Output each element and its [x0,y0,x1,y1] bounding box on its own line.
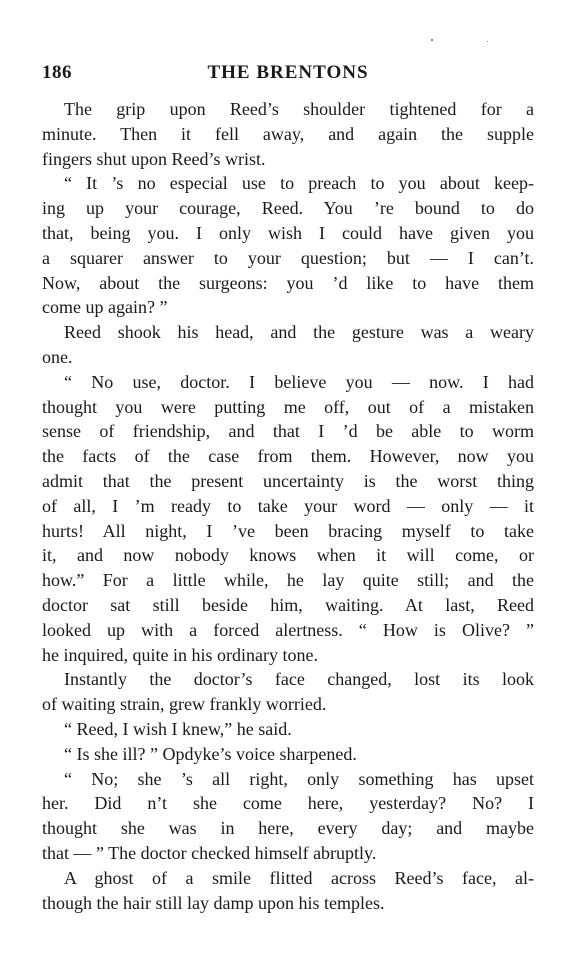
text-line: “ Reed, I wish I knew,” he said. [64,718,292,739]
text-line: thought she was in here, every day; and maybe [42,818,534,839]
text-line: come up again? ” [42,297,168,318]
text-line: ing up your courage, Reed. You ’re bound to do [42,198,534,219]
body-text [42,97,534,915]
page-header [42,62,534,88]
text-line: of waiting strain, grew frankly worried. [42,694,327,715]
text-line: thought you were putting me off, out of a mistaken [42,396,534,417]
text-line: The grip upon Reed’s shoulder tightened for a [64,99,534,119]
text-line: “ No use, doctor. I believe you — now. I had [64,371,534,392]
ink-speck [431,39,433,41]
text-line: how.” For a little while, he lay quite still; and the [42,570,534,591]
text-line: A ghost of a smile flitted across Reed’s face, al- [64,867,534,888]
text-line: “ No; she ’s all right, only something has upset [64,768,534,789]
text-line: a squarer answer to your question; but — I can’t. [42,247,534,268]
text-line: that, being you. I only wish I could have given you [42,222,534,243]
text-line: the facts of the case from them. However, now you [42,446,534,467]
text-line: though the hair still lay damp upon his temples. [42,892,385,913]
text-line: sense of friendship, and that I ’d be able to worm [42,421,534,442]
page-number: 186 [42,62,72,83]
ink-speck [487,41,488,42]
text-line: looked up with a forced alertness. “ How is Olive? ” [42,619,534,640]
text-line: “ Is she ill? ” Opdyke’s voice sharpened. [64,743,357,764]
text-line: “ It ’s no especial use to preach to you about keep- [64,173,534,194]
running-title: THE BRENTONS [207,62,369,83]
text-line: fingers shut upon Reed’s wrist. [42,148,266,169]
text-line: that — ” The doctor checked himself abruptly. [42,842,377,863]
text-line: hurts! All night, I ’ve been bracing myself to take [42,520,534,541]
text-line: Now, about the surgeons: you ’d like to have them [42,272,534,293]
text-line: of all, I ’m ready to take your word — only — it [42,495,534,516]
text-line: one. [42,346,73,367]
text-line: her. Did n’t she come here, yesterday? No? I [42,793,534,814]
text-line: doctor sat still beside him, waiting. At last, Reed [42,594,534,615]
text-line: Instantly the doctor’s face changed, lost its look [64,669,534,690]
text-line: it, and now nobody knows when it will come, or [42,545,534,566]
text-line: minute. Then it fell away, and again the supple [42,123,534,144]
text-line: he inquired, quite in his ordinary tone. [42,644,318,665]
text-line: admit that the present uncertainty is the worst thing [42,470,534,491]
text-line: Reed shook his head, and the gesture was a weary [64,322,534,343]
